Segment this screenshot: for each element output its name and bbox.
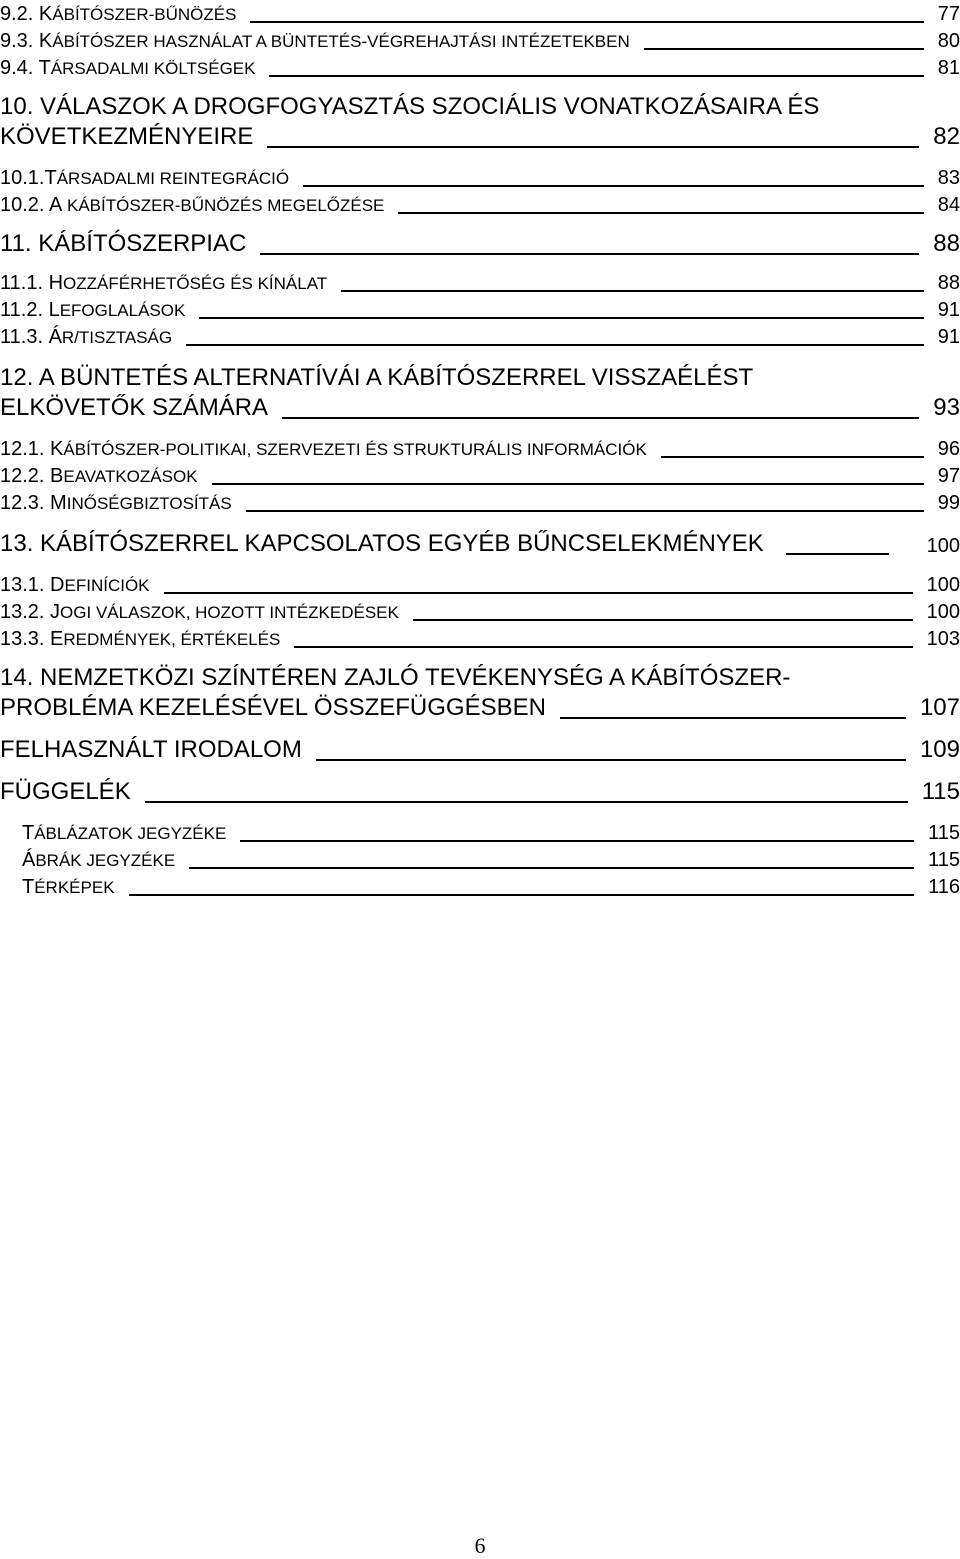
toc-entry	[0, 232, 960, 256]
toc-entry-label: TÉRKÉPEK	[22, 876, 115, 898]
leader-line	[282, 417, 919, 419]
leader-line	[661, 456, 924, 458]
leader-line	[294, 646, 912, 648]
toc-entry	[0, 366, 960, 426]
toc-entry	[0, 195, 960, 215]
toc-entry	[0, 95, 960, 155]
toc-page-number: 83	[937, 167, 960, 189]
toc-entry	[0, 823, 960, 843]
toc-page-number: 77	[937, 3, 960, 25]
leader-line	[129, 894, 915, 896]
leader-line	[246, 510, 924, 512]
leader-line	[260, 253, 919, 255]
toc-entry-label-line1: 14. NEMZETKÖZI SZÍNTÉREN ZAJLÓ TEVÉKENYSÉG A KÁBÍTÓSZER-	[0, 664, 791, 691]
toc-entry	[0, 168, 960, 188]
toc-page-number: 81	[937, 57, 960, 79]
toc-entry	[0, 466, 960, 486]
toc-entry-label: 9.4. TÁRSADALMI KÖLTSÉGEK	[0, 57, 256, 79]
toc-entry	[0, 575, 960, 595]
page-number: 6	[474, 1533, 486, 1558]
toc-entry-label: 12.2. BEAVATKOZÁSOK	[0, 465, 198, 487]
toc-entry-label-line2: ELKÖVETŐK SZÁMÁRA	[0, 394, 269, 421]
toc-entry-label: 13.3. EREDMÉNYEK, ÉRTÉKELÉS	[0, 628, 281, 650]
leader-line	[269, 75, 923, 77]
toc-entry-label: ÁBRÁK JEGYZÉKE	[22, 849, 176, 871]
toc-entry	[0, 738, 960, 762]
toc-page-number: 82	[933, 123, 960, 150]
toc-page-number: 107	[919, 694, 960, 721]
toc-page-number: 115	[921, 778, 960, 805]
toc-entry-label: 9.2. KÁBÍTÓSZER-BŰNÖZÉS	[0, 3, 237, 25]
toc-page-number: 115	[928, 822, 960, 844]
toc-entry-label: TÁBLÁZATOK JEGYZÉKE	[22, 822, 227, 844]
toc-entry-label: 10.2. A KÁBÍTÓSZER-BŰNÖZÉS MEGELŐZÉSE	[0, 194, 385, 216]
toc-page-number: 100	[926, 601, 960, 623]
toc-entry-label: 13. KÁBÍTÓSZERREL KAPCSOLATOS EGYÉB BŰNCSELEKMÉNYEK	[0, 530, 764, 557]
leader-line	[316, 759, 906, 761]
toc-entry-label: 12.3. MINŐSÉGBIZTOSÍTÁS	[0, 492, 232, 514]
leader-line	[413, 619, 913, 621]
leader-line	[560, 717, 906, 719]
toc-entry-label-line2: PROBLÉMA KEZELÉSÉVEL ÖSSZEFÜGGÉSBEN	[0, 694, 546, 721]
toc-entry	[0, 300, 960, 320]
toc-page-number: 115	[928, 849, 960, 871]
toc-entry	[0, 666, 960, 726]
leader-line	[199, 317, 923, 319]
leader-line	[186, 344, 924, 346]
toc-entry-label: 11. KÁBÍTÓSZERPIAC	[0, 230, 247, 257]
toc-page-number: 97	[937, 465, 960, 487]
toc-entry	[0, 532, 960, 556]
leader-line	[398, 212, 923, 214]
toc-entry-label: 10.1.TÁRSADALMI REINTEGRÁCIÓ	[0, 167, 290, 189]
toc-page-number: 103	[926, 628, 960, 650]
toc-page-number: 91	[937, 299, 960, 321]
toc-page-number: 116	[928, 876, 960, 898]
toc-entry	[0, 273, 960, 293]
toc-entry-label: 11.2. LEFOGLALÁSOK	[0, 299, 186, 321]
toc-entry-label: FÜGGELÉK	[0, 778, 131, 805]
toc-page-number: 93	[933, 394, 960, 421]
toc-page-number: 109	[919, 736, 960, 763]
toc-page-number: 99	[937, 492, 960, 514]
leader-line	[212, 483, 924, 485]
toc-entry	[0, 602, 960, 622]
toc-page-number: 100	[926, 574, 960, 596]
toc-page-number: 88	[937, 272, 960, 294]
toc-entry-label-line1: 12. A BÜNTETÉS ALTERNATÍVÁI A KÁBÍTÓSZERREL VISSZAÉLÉST	[0, 364, 754, 391]
toc-entry-label: 11.3. ÁR/TISZTASÁG	[0, 326, 173, 348]
toc-page-number: 100	[926, 535, 960, 557]
toc-entry-label-line1: 10. VÁLASZOK A DROGFOGYASZTÁS SZOCIÁLIS VONATKOZÁSAIRA ÉS	[0, 93, 820, 120]
toc-entry	[0, 4, 960, 24]
toc-page-number: 84	[937, 194, 960, 216]
leader-line	[240, 840, 914, 842]
toc-entry	[0, 439, 960, 459]
leader-line	[164, 592, 913, 594]
toc-entry-label: 11.1. HOZZÁFÉRHETŐSÉG ÉS KÍNÁLAT	[0, 272, 328, 294]
toc-page-number: 91	[937, 326, 960, 348]
leader-line	[303, 185, 924, 187]
toc-entry-label: 13.2. JOGI VÁLASZOK, HOZOTT INTÉZKEDÉSEK	[0, 601, 399, 623]
toc-entry-label: 13.1. DEFINÍCIÓK	[0, 574, 150, 596]
toc-entry	[0, 31, 960, 51]
leader-line	[267, 146, 919, 148]
toc-entry-label: FELHASZNÁLT IRODALOM	[0, 736, 302, 763]
leader-line	[250, 21, 923, 23]
leader-line	[189, 867, 914, 869]
leader-line	[786, 553, 889, 555]
toc-entry-label: 12.1. KÁBÍTÓSZER-POLITIKAI, SZERVEZETI ÉS STRUKTURÁLIS INFORMÁCIÓK	[0, 438, 647, 460]
leader-line	[644, 48, 924, 50]
toc-entry	[0, 629, 960, 649]
toc-entry	[0, 780, 960, 804]
leader-line	[341, 290, 924, 292]
toc-page-number: 88	[933, 230, 960, 257]
toc-entry	[0, 850, 960, 870]
leader-line	[145, 801, 908, 803]
toc-entry	[0, 58, 960, 78]
toc-page-number: 96	[937, 438, 960, 460]
toc-entry	[0, 877, 960, 897]
toc-page-number: 80	[937, 30, 960, 52]
toc-entry	[0, 493, 960, 513]
toc-entry-label: 9.3. KÁBÍTÓSZER HASZNÁLAT A BÜNTETÉS-VÉGREHAJTÁSI INTÉZETEKBEN	[0, 30, 630, 52]
toc-entry-label-line2: KÖVETKEZMÉNYEIRE	[0, 123, 254, 150]
toc-entry	[0, 327, 960, 347]
